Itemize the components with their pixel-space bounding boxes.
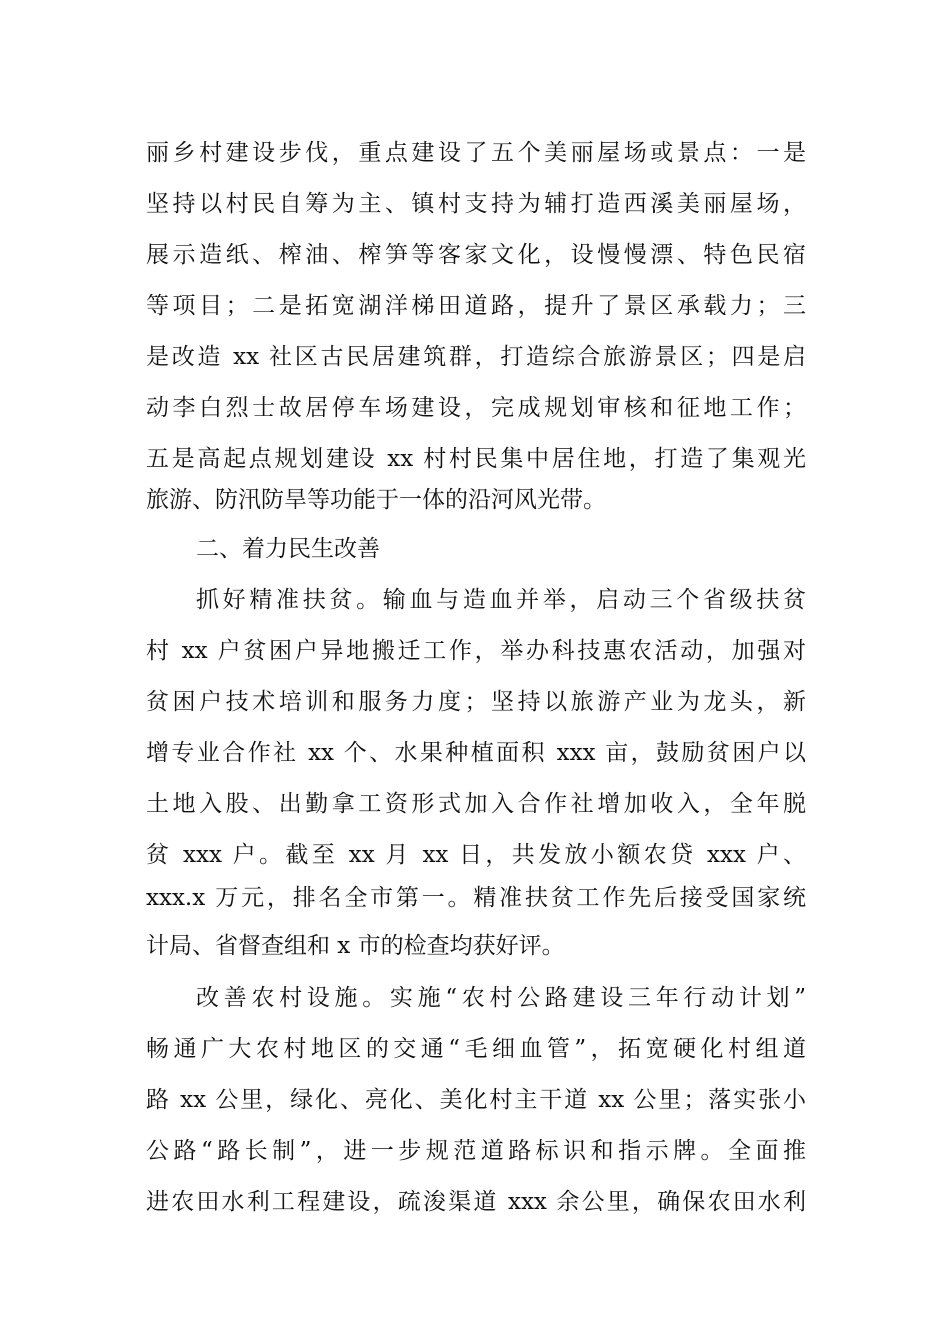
text-line: 进农田水利工程建设，疏浚渠道 xxx 余公里，确保农田水利 bbox=[146, 1189, 806, 1215]
text-line: 动李白烈士故居停车场建设，完成规划审核和征地工作； bbox=[146, 395, 806, 421]
text-line: 丽乡村建设步伐，重点建设了五个美丽屋场或景点：一是 bbox=[146, 140, 806, 166]
text-line: 展示造纸、榨油、榨笋等客家文化，设慢慢漂、特色民宿 bbox=[146, 242, 806, 268]
text-line: 五是高起点规划建设 xx 村村民集中居住地，打造了集观光 bbox=[146, 446, 806, 472]
text-line: 贫困户技术培训和服务力度；坚持以旅游产业为龙头，新 bbox=[146, 689, 806, 715]
text-line: xxx.x 万元，排名全市第一。精准扶贫工作先后接受国家统 bbox=[146, 885, 806, 911]
text-line: 公路“路长制”，进一步规范道路标识和指示牌。全面推 bbox=[146, 1138, 806, 1164]
text-line: 贫 xxx 户。截至 xx 月 xx 日，共发放小额农贷 xxx 户、 bbox=[146, 842, 806, 868]
text-line: 等项目；二是拓宽湖洋梯田道路，提升了景区承载力；三 bbox=[146, 293, 806, 319]
text-line: 计局、省督查组和 x 市的检查均获好评。 bbox=[146, 933, 565, 959]
paragraph-start-line: 改善农村设施。实施“农村公路建设三年行动计划” bbox=[196, 985, 806, 1011]
text-line: 增专业合作社 xx 个、水果种植面积 xxx 亩，鼓励贫困户以 bbox=[146, 740, 806, 766]
text-line: 旅游、防汛防旱等功能于一体的沿河风光带。 bbox=[146, 487, 606, 513]
text-line: 村 xx 户贫困户异地搬迁工作，举办科技惠农活动，加强对 bbox=[146, 638, 806, 664]
text-line: 畅通广大农村地区的交通“毛细血管”，拓宽硬化村组道 bbox=[146, 1036, 806, 1062]
text-line: 是改造 xx 社区古民居建筑群，打造综合旅游景区；四是启 bbox=[146, 344, 806, 370]
text-line: 路 xx 公里，绿化、亮化、美化村主干道 xx 公里；落实张小 bbox=[146, 1087, 806, 1113]
paragraph-start-line: 抓好精准扶贫。输血与造血并举，启动三个省级扶贫 bbox=[196, 587, 806, 613]
section-heading: 二、着力民生改善 bbox=[196, 536, 380, 562]
text-line: 坚持以村民自筹为主、镇村支持为辅打造西溪美丽屋场， bbox=[146, 191, 806, 217]
text-line: 土地入股、出勤拿工资形式加入合作社增加收入，全年脱 bbox=[146, 791, 806, 817]
